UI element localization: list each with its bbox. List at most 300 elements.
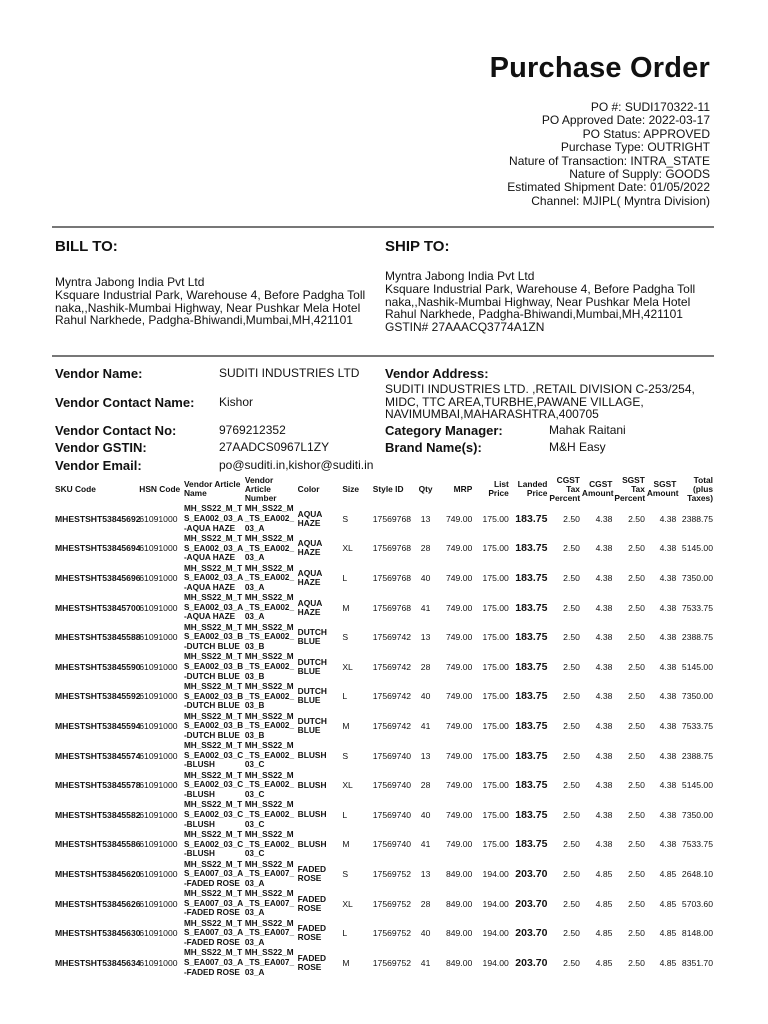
cell-total: 5703.60: [681, 898, 713, 909]
cell-art-no: MH_SS22_M _TS_EA007_ 03_A: [244, 918, 295, 947]
cell-cgst-a: 4.38: [595, 720, 613, 731]
divider: [52, 355, 714, 357]
col-sgst-amount: SGST Amount: [646, 479, 679, 498]
cell-sku: MHESTSHT53845620: [55, 868, 141, 879]
cell-cgst-p: 2.50: [563, 928, 580, 939]
cell-landed: 183.75: [515, 838, 548, 851]
cell-art-no: MH_SS22_M _TS_EA002_ 03_A: [244, 534, 295, 563]
cell-list: 175.00: [482, 513, 509, 524]
cell-sgst-a: 4.38: [659, 632, 677, 643]
cell-landed: 183.75: [515, 542, 548, 555]
cell-total: 5145.00: [681, 543, 713, 554]
cell-landed: 183.75: [515, 808, 548, 821]
cell-landed: 183.75: [515, 601, 548, 614]
cell-cgst-p: 2.50: [563, 780, 580, 791]
cell-style: 17569742: [372, 720, 412, 731]
cell-cgst-a: 4.38: [595, 661, 613, 672]
nature-of-supply: Nature of Supply: GOODS: [569, 167, 710, 182]
cell-art-no: MH_SS22_M _TS_EA002_ 03_A: [244, 563, 295, 592]
table-row: [54, 889, 714, 919]
cell-cgst-p: 2.50: [563, 839, 580, 850]
cell-size: M: [342, 957, 350, 968]
cell-size: S: [342, 750, 349, 761]
cell-art-name: MH_SS22_M_T S_EA007_03_A -FADED ROSE: [183, 918, 243, 947]
cell-mrp: 749.00: [446, 543, 473, 554]
cell-landed: 183.75: [515, 631, 548, 644]
vendor-email-label: Vendor Email:: [55, 458, 142, 473]
col-landed-price: Landed Price: [517, 479, 548, 498]
cell-sgst-a: 4.85: [659, 868, 677, 879]
cell-cgst-p: 2.50: [563, 720, 580, 731]
cell-sgst-p: 2.50: [628, 780, 645, 791]
cell-sgst-a: 4.38: [659, 809, 677, 820]
channel: Channel: MJIPL( Myntra Division): [531, 193, 710, 208]
cell-art-no: MH_SS22_M _TS_EA007_ 03_A: [244, 859, 295, 888]
cell-hsn: 61091000: [139, 720, 178, 731]
cell-color: BLUSH: [297, 838, 327, 849]
address-line: naka,,Nashik-Mumbai Highway, Near Pushkar Mela Hotel: [385, 294, 691, 309]
vendor-gstin-label: Vendor GSTIN:: [55, 440, 147, 455]
ship-to-address: [385, 270, 695, 334]
cell-cgst-p: 2.50: [563, 661, 580, 672]
cell-art-no: MH_SS22_M _TS_EA002_ 03_A: [244, 593, 295, 622]
estimated-shipment-date: Estimated Shipment Date: 01/05/2022: [507, 180, 710, 195]
cell-color: DUTCH BLUE: [297, 627, 327, 647]
cell-qty: 40: [420, 691, 431, 702]
col-total: Total (plus Taxes): [687, 474, 713, 503]
table-row: [54, 948, 714, 978]
divider: [52, 226, 714, 228]
cell-hsn: 61091000: [139, 602, 178, 613]
col-mrp: MRP: [453, 483, 473, 494]
cell-mrp: 749.00: [446, 661, 473, 672]
cell-art-name: MH_SS22_M_T S_EA002_03_C -BLUSH: [183, 829, 244, 859]
cell-sgst-a: 4.38: [659, 750, 677, 761]
col-cgst-percent: CGST Tax Percent: [549, 474, 581, 503]
cell-sgst-p: 2.50: [628, 543, 645, 554]
cell-list: 194.00: [482, 868, 509, 879]
cell-total: 2388.75: [681, 750, 713, 761]
cell-mrp: 749.00: [446, 780, 473, 791]
address-line: MIDC, TTC AREA,TURBHE,PAWANE VILLAGE,: [385, 394, 644, 409]
cell-hsn: 61091000: [139, 543, 178, 554]
cell-size: M: [342, 839, 350, 850]
cell-mrp: 849.00: [446, 957, 473, 968]
cell-hsn: 61091000: [139, 691, 178, 702]
cell-color: AQUA HAZE: [297, 567, 323, 587]
cell-style: 17569740: [372, 839, 412, 850]
table-row: [54, 652, 714, 682]
cell-sku: MHESTSHT53845692: [55, 513, 141, 524]
cell-sgst-a: 4.38: [659, 691, 677, 702]
cell-qty: 41: [420, 957, 431, 968]
cell-color: DUTCH BLUE: [297, 686, 327, 706]
table-row: [54, 800, 714, 830]
cell-sgst-a: 4.85: [659, 898, 677, 909]
cell-cgst-p: 2.50: [563, 691, 580, 702]
cell-sgst-p: 2.50: [628, 632, 645, 643]
cell-sku: MHESTSHT53845626: [55, 898, 141, 909]
cell-hsn: 61091000: [139, 839, 178, 850]
cell-qty: 28: [420, 898, 431, 909]
nature-of-transaction: Nature of Transaction: INTRA_STATE: [509, 153, 710, 168]
brand-name: M&H Easy: [549, 440, 606, 454]
cell-color: AQUA HAZE: [297, 508, 323, 528]
cell-qty: 13: [420, 513, 431, 524]
cell-cgst-a: 4.38: [595, 691, 613, 702]
category-manager: Mahak Raitani: [549, 423, 626, 437]
address-line: Ksquare Industrial Park, Warehouse 4, Before Padgha Toll: [385, 281, 696, 296]
cell-art-no: MH_SS22_M _TS_EA002_ 03_C: [244, 800, 295, 829]
po-approved-date: PO Approved Date: 2022-03-17: [541, 113, 710, 128]
cell-sgst-p: 2.50: [628, 839, 645, 850]
cell-sgst-p: 2.50: [628, 809, 645, 820]
cell-cgst-p: 2.50: [563, 809, 580, 820]
cell-art-name: MH_SS22_M_T S_EA002_03_A -AQUA HAZE: [183, 534, 243, 563]
cell-cgst-p: 2.50: [563, 957, 580, 968]
cell-art-name: MH_SS22_M_T S_EA002_03_A -AQUA HAZE: [183, 504, 243, 533]
cell-sku: MHESTSHT53845582: [55, 809, 141, 820]
cell-cgst-p: 2.50: [563, 750, 580, 761]
cell-sgst-p: 2.50: [628, 661, 645, 672]
table-row: [54, 622, 714, 652]
cell-mrp: 749.00: [446, 513, 473, 524]
cell-size: XL: [342, 898, 353, 909]
cell-list: 175.00: [482, 720, 509, 731]
cell-cgst-a: 4.85: [595, 898, 613, 909]
cell-size: XL: [342, 780, 353, 791]
cell-sku: MHESTSHT53845574: [55, 750, 141, 761]
cell-list: 194.00: [482, 957, 509, 968]
table-row: [54, 593, 714, 623]
cell-total: 5145.00: [681, 661, 713, 672]
cell-total: 7350.00: [681, 691, 713, 702]
cell-hsn: 61091000: [139, 868, 178, 879]
cell-mrp: 749.00: [446, 572, 473, 583]
vendor-contact-name: Kishor: [219, 395, 254, 409]
cell-landed: 183.75: [515, 660, 548, 673]
cell-sgst-p: 2.50: [628, 957, 645, 968]
cell-art-name: MH_SS22_M_T S_EA002_03_B -DUTCH BLUE: [183, 711, 244, 740]
cell-art-no: MH_SS22_M _TS_EA002_ 03_B: [244, 652, 295, 681]
address-line: Myntra Jabong India Pvt Ltd: [385, 269, 535, 283]
cell-total: 2388.75: [681, 513, 713, 524]
cell-qty: 28: [420, 543, 431, 554]
bill-to-address: [55, 276, 365, 327]
table-row: [54, 504, 714, 534]
cell-style: 17569740: [372, 809, 412, 820]
vendor-gstin: 27AADCS0967L1ZY: [219, 440, 330, 454]
table-row: [54, 682, 714, 712]
cell-color: FADED ROSE: [297, 952, 327, 972]
table-header-row: [54, 474, 714, 504]
cell-color: DUTCH BLUE: [297, 715, 327, 735]
cell-hsn: 61091000: [139, 632, 178, 643]
cell-total: 7533.75: [681, 720, 713, 731]
cell-hsn: 61091000: [139, 928, 178, 939]
cell-cgst-a: 4.38: [595, 513, 613, 524]
cell-style: 17569752: [372, 898, 412, 909]
cell-sgst-p: 2.50: [628, 691, 645, 702]
cell-cgst-a: 4.38: [595, 543, 613, 554]
cell-style: 17569768: [372, 602, 412, 613]
table-row: [54, 741, 714, 771]
cell-total: 5145.00: [681, 780, 713, 791]
cell-qty: 28: [420, 661, 431, 672]
cell-sgst-a: 4.38: [659, 602, 677, 613]
cell-color: BLUSH: [297, 750, 327, 761]
cell-cgst-p: 2.50: [563, 602, 580, 613]
cell-cgst-p: 2.50: [563, 572, 580, 583]
cell-hsn: 61091000: [139, 957, 178, 968]
cell-list: 194.00: [482, 928, 509, 939]
cell-size: M: [342, 602, 350, 613]
cell-sku: MHESTSHT53845588: [55, 632, 141, 643]
cell-cgst-a: 4.85: [595, 868, 613, 879]
cell-art-no: MH_SS22_M _TS_EA002_ 03_C: [244, 741, 295, 770]
cell-size: S: [342, 632, 349, 643]
cell-size: M: [342, 720, 350, 731]
cell-size: S: [342, 513, 349, 524]
cell-sgst-a: 4.38: [659, 720, 677, 731]
cell-sku: MHESTSHT53845578: [55, 780, 141, 791]
cell-style: 17569768: [372, 572, 412, 583]
col-hsn: HSN Code: [139, 483, 181, 494]
cell-total: 7350.00: [681, 572, 713, 583]
cell-qty: 40: [420, 572, 431, 583]
cell-sku: MHESTSHT53845700: [55, 602, 141, 613]
cell-size: L: [342, 928, 348, 939]
cell-list: 175.00: [482, 543, 509, 554]
cell-sgst-p: 2.50: [628, 868, 645, 879]
cell-cgst-p: 2.50: [563, 898, 580, 909]
cell-cgst-p: 2.50: [563, 632, 580, 643]
cell-art-no: MH_SS22_M _TS_EA007_ 03_A: [244, 889, 295, 918]
cell-art-name: MH_SS22_M_T S_EA002_03_B -DUTCH BLUE: [183, 681, 244, 711]
table-row: [54, 534, 714, 564]
cell-qty: 41: [420, 839, 431, 850]
cell-color: BLUSH: [297, 809, 327, 820]
cell-art-no: MH_SS22_M _TS_EA002_ 03_C: [244, 829, 295, 859]
cell-list: 175.00: [482, 691, 509, 702]
ship-to-gstin: GSTIN# 27AAACQ3774A1ZN: [385, 320, 545, 335]
cell-size: L: [342, 691, 348, 702]
cell-sgst-a: 4.38: [659, 572, 677, 583]
cell-style: 17569768: [372, 513, 412, 524]
col-color: Color: [297, 483, 320, 494]
cell-hsn: 61091000: [139, 750, 178, 761]
cell-list: 175.00: [482, 809, 509, 820]
cell-style: 17569742: [372, 632, 412, 643]
cell-color: AQUA HAZE: [297, 538, 323, 558]
cell-art-name: MH_SS22_M_T S_EA002_03_C -BLUSH: [183, 800, 244, 829]
col-list-price: List Price: [488, 479, 509, 498]
cell-sku: MHESTSHT53845634: [55, 957, 141, 968]
cell-qty: 40: [420, 809, 431, 820]
cell-hsn: 61091000: [139, 780, 178, 791]
table-row: [54, 918, 714, 948]
vendor-address: [385, 383, 695, 421]
cell-landed: 183.75: [515, 571, 548, 584]
cell-sku: MHESTSHT53845594: [55, 720, 141, 731]
brand-name-label: Brand Name(s):: [385, 440, 482, 455]
cell-sgst-a: 4.38: [659, 513, 677, 524]
cell-color: BLUSH: [297, 779, 327, 790]
cell-sgst-p: 2.50: [628, 513, 645, 524]
cell-art-name: MH_SS22_M_T S_EA007_03_A -FADED ROSE: [183, 859, 243, 888]
cell-list: 175.00: [482, 632, 509, 643]
cell-cgst-p: 2.50: [563, 513, 580, 524]
cell-mrp: 849.00: [446, 868, 473, 879]
cell-art-name: MH_SS22_M_T S_EA002_03_B -DUTCH BLUE: [183, 652, 244, 681]
cell-landed: 183.75: [515, 779, 548, 792]
cell-sgst-a: 4.85: [659, 928, 677, 939]
cell-style: 17569752: [372, 957, 412, 968]
cell-qty: 40: [420, 928, 431, 939]
cell-total: 2648.10: [681, 868, 713, 879]
cell-landed: 203.70: [515, 956, 548, 969]
cell-sgst-p: 2.50: [628, 720, 645, 731]
cell-landed: 203.70: [515, 867, 548, 880]
col-article-number: Vendor Article Number: [244, 474, 277, 503]
col-article-name: Vendor Article Name: [183, 479, 241, 498]
cell-list: 175.00: [482, 839, 509, 850]
cell-color: DUTCH BLUE: [297, 656, 327, 676]
cell-mrp: 749.00: [446, 839, 473, 850]
cell-list: 175.00: [482, 661, 509, 672]
cell-size: L: [342, 809, 348, 820]
cell-mrp: 749.00: [446, 691, 473, 702]
address-line: Ksquare Industrial Park, Warehouse 4, Before Padgha Toll: [55, 287, 366, 302]
cell-sgst-a: 4.38: [659, 839, 677, 850]
cell-hsn: 61091000: [139, 661, 178, 672]
cell-landed: 203.70: [515, 897, 548, 910]
cell-cgst-a: 4.85: [595, 928, 613, 939]
address-line: naka,,Nashik-Mumbai Highway, Near Pushkar Mela Hotel: [55, 300, 361, 315]
cell-art-name: MH_SS22_M_T S_EA002_03_B -DUTCH BLUE: [183, 622, 244, 651]
po-status: PO Status: APPROVED: [582, 126, 710, 141]
address-line: SUDITI INDUSTRIES LTD. ,RETAIL DIVISION C-253/254,: [385, 382, 695, 396]
cell-art-name: MH_SS22_M_T S_EA002_03_C -BLUSH: [183, 770, 244, 799]
cell-cgst-a: 4.38: [595, 750, 613, 761]
cell-art-name: MH_SS22_M_T S_EA002_03_A -AQUA HAZE: [183, 593, 243, 622]
cell-total: 7533.75: [681, 839, 713, 850]
cell-landed: 203.70: [515, 927, 548, 940]
cell-mrp: 749.00: [446, 720, 473, 731]
cell-mrp: 849.00: [446, 928, 473, 939]
cell-art-no: MH_SS22_M _TS_EA002_ 03_A: [244, 504, 295, 533]
cell-landed: 183.75: [515, 749, 548, 762]
purchase-type: Purchase Type: OUTRIGHT: [560, 140, 710, 155]
cell-list: 175.00: [482, 572, 509, 583]
cell-sgst-p: 2.50: [628, 928, 645, 939]
cell-style: 17569742: [372, 661, 412, 672]
address-line: Myntra Jabong India Pvt Ltd: [55, 275, 205, 289]
vendor-name: SUDITI INDUSTRIES LTD: [219, 366, 360, 380]
vendor-address-label: Vendor Address:: [385, 366, 489, 381]
cell-art-name: MH_SS22_M_T S_EA002_03_A -AQUA HAZE: [183, 563, 243, 592]
col-cgst-amount: CGST Amount: [581, 479, 614, 498]
cell-hsn: 61091000: [139, 898, 178, 909]
cell-cgst-a: 4.38: [595, 572, 613, 583]
cell-size: XL: [342, 661, 353, 672]
col-sku: SKU Code: [55, 483, 96, 494]
cell-hsn: 61091000: [139, 513, 178, 524]
cell-mrp: 749.00: [446, 632, 473, 643]
cell-list: 175.00: [482, 780, 509, 791]
cell-list: 175.00: [482, 602, 509, 613]
cell-sgst-a: 4.38: [659, 543, 677, 554]
address-line: NAVIMUMBAI,MAHARASHTRA,400705: [385, 407, 599, 422]
cell-sku: MHESTSHT53845592: [55, 691, 141, 702]
cell-size: XL: [342, 543, 353, 554]
cell-qty: 13: [420, 632, 431, 643]
cell-cgst-a: 4.38: [595, 809, 613, 820]
cell-cgst-p: 2.50: [563, 543, 580, 554]
cell-list: 194.00: [482, 898, 509, 909]
cell-qty: 28: [420, 780, 431, 791]
address-line: Rahul Narkhede, Padgha-Bhiwandi,Mumbai,MH,421101: [55, 313, 353, 328]
cell-sku: MHESTSHT53845694: [55, 543, 141, 554]
line-items-table: [54, 474, 714, 978]
table-row: [54, 711, 714, 741]
cell-cgst-a: 4.38: [595, 780, 613, 791]
cell-cgst-p: 2.50: [563, 868, 580, 879]
cell-total: 8148.00: [681, 928, 713, 939]
cell-sku: MHESTSHT53845630: [55, 928, 141, 939]
cell-sku: MHESTSHT53845586: [55, 839, 141, 850]
vendor-name-label: Vendor Name:: [55, 366, 143, 381]
cell-cgst-a: 4.38: [595, 602, 613, 613]
cell-sgst-a: 4.85: [659, 957, 677, 968]
col-sgst-percent: SGST Tax Percent: [614, 474, 646, 503]
cell-style: 17569742: [372, 691, 412, 702]
cell-style: 17569752: [372, 928, 412, 939]
cell-sgst-a: 4.38: [659, 780, 677, 791]
cell-color: FADED ROSE: [297, 893, 327, 913]
cell-style: 17569752: [372, 868, 412, 879]
table-row: [54, 770, 714, 800]
cell-total: 7533.75: [681, 602, 713, 613]
table-row: [54, 830, 714, 860]
cell-landed: 183.75: [515, 512, 548, 525]
cell-cgst-a: 4.38: [595, 839, 613, 850]
cell-art-no: MH_SS22_M _TS_EA002_ 03_B: [244, 711, 295, 740]
cell-qty: 41: [420, 720, 431, 731]
cell-list: 175.00: [482, 750, 509, 761]
po-number: PO #: SUDI170322-11: [590, 100, 710, 114]
cell-qty: 41: [420, 602, 431, 613]
cell-mrp: 749.00: [446, 809, 473, 820]
cell-art-no: MH_SS22_M _TS_EA002_ 03_B: [244, 622, 295, 651]
cell-sku: MHESTSHT53845696: [55, 572, 141, 583]
cell-qty: 13: [420, 868, 431, 879]
cell-style: 17569740: [372, 750, 412, 761]
cell-sgst-a: 4.38: [659, 661, 677, 672]
col-style-id: Style ID: [372, 483, 404, 494]
table-row: [54, 859, 714, 889]
cell-qty: 13: [420, 750, 431, 761]
cell-total: 7350.00: [681, 809, 713, 820]
cell-mrp: 749.00: [446, 602, 473, 613]
cell-hsn: 61091000: [139, 572, 178, 583]
po-metadata: [507, 101, 710, 208]
col-size: Size: [342, 483, 360, 494]
cell-size: S: [342, 868, 349, 879]
cell-art-no: MH_SS22_M _TS_EA007_ 03_A: [244, 948, 295, 977]
bill-to-heading: BILL TO:: [55, 238, 118, 255]
cell-landed: 183.75: [515, 690, 548, 703]
